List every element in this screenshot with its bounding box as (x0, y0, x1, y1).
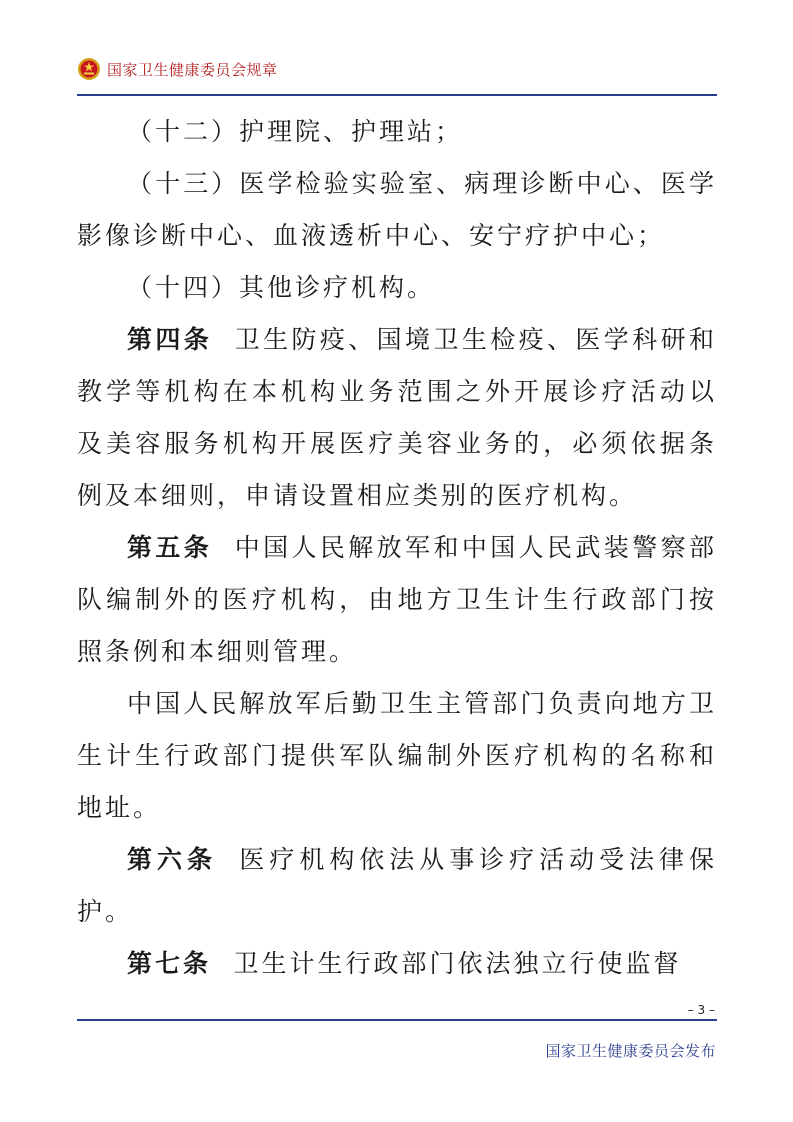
page-header (77, 54, 278, 84)
header-divider (77, 94, 717, 96)
paragraph (77, 158, 717, 262)
paragraph (77, 106, 717, 158)
article-number: 第七条 (127, 949, 212, 978)
article-number: 第四条 (127, 325, 213, 354)
paragraph-text: 卫生计生行政部门依法独立行使监督 (233, 949, 682, 978)
header-title: 国家卫生健康委员会规章 (107, 60, 278, 79)
paragraph-text: （十四）其他诊疗机构。 (127, 273, 436, 302)
paragraph (77, 522, 717, 678)
paragraph-text: 医疗机构依法从事诊疗活动受法律保护。 (77, 845, 717, 926)
paragraph-text: 卫生防疫、国境卫生检疫、医学科研和教学等机构在本机构业务范围之外开展诊疗活动以及美容服务机构开展医疗美容业务的，必须依据条例及本细则，申请设置相应类别的医疗机构。 (77, 325, 717, 510)
paragraph-text: （十二）护理院、护理站； (127, 117, 464, 146)
paragraph-text: （十三）医学检验实验室、病理诊断中心、医学影像诊断中心、血液透析中心、安宁疗护中心； (77, 169, 717, 250)
paragraph (77, 938, 717, 990)
paragraph-text: 中国人民解放军和中国人民武装警察部队编制外的医疗机构，由地方卫生计生行政部门按照条例和本细则管理。 (77, 533, 717, 666)
footer-divider (77, 1019, 717, 1021)
article-number: 第六条 (127, 845, 217, 874)
paragraph (77, 678, 717, 834)
paragraph (77, 314, 717, 522)
paragraph (77, 262, 717, 314)
paragraph-text: 中国人民解放军后勤卫生主管部门负责向地方卫生计生行政部门提供军队编制外医疗机构的名称和地址。 (77, 689, 717, 822)
page-number: – 3 – (687, 1003, 715, 1017)
article-number: 第五条 (127, 533, 213, 562)
paragraph (77, 834, 717, 938)
document-body (77, 106, 717, 990)
national-emblem-icon (77, 57, 101, 81)
footer-publisher: 国家卫生健康委员会发布 (545, 1042, 716, 1060)
